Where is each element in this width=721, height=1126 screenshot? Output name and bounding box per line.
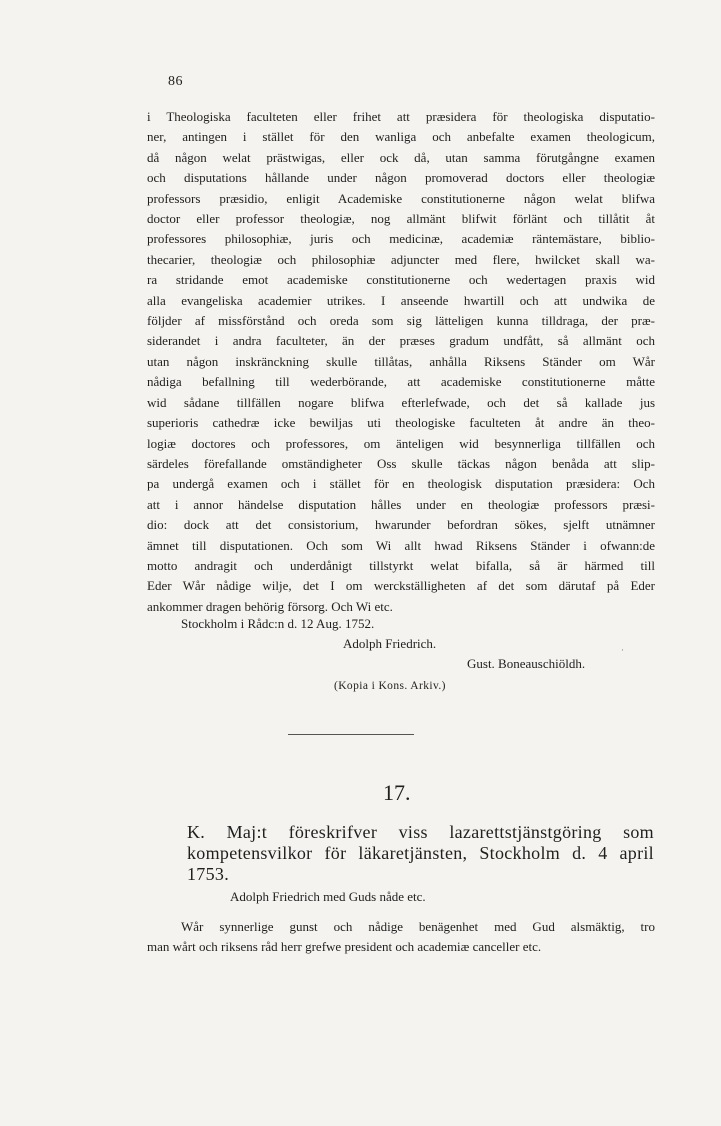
body-line: särdeles förefallande omständigheter Oss skulle täckas någon benåda att slip- — [147, 455, 655, 471]
body-line: ra stridande emot academiske constitutionerne och wedertagen praxis wid — [147, 272, 655, 288]
body-line: följder af missförstånd och oreda som sig lätteligen kunna tilldraga, der præ- — [147, 313, 655, 329]
body-line: doctor eller professor theologiæ, nog allmänt blifwit förlänt och tillåtit åt — [147, 211, 655, 227]
opening-line: man wårt och riksens råd herr grefwe president och academiæ canceller etc. — [147, 939, 542, 955]
body-line: professors præsidio, enligit Academiske constitutionerne någon welat blifwa — [147, 190, 655, 206]
body-line: motto andragit och underdånigt tillstyrkt welat bifalla, så är härmed till — [147, 557, 655, 573]
body-line: ankommer dragen behörig försorg. Och Wi etc. — [147, 598, 393, 614]
king-signature: Adolph Friedrich. — [343, 636, 437, 651]
heading-line: 1753. — [187, 864, 229, 884]
opening-line: Wår synnerlige gunst och nådige benägenhet med Gud alsmäktig, tro — [181, 919, 655, 934]
page-number: 86 — [168, 74, 183, 89]
body-line: Eder Wår nådige wilje, det I om werckställigheten af det som därutaf på Eder — [147, 578, 655, 594]
section-divider — [288, 734, 414, 735]
body-line: professores philosophiæ, juris och medicinæ, academiæ räntemästare, biblio- — [147, 231, 655, 247]
body-line: ämnet till disputationen. Och som Wi allt hwad Riksens Ständer i ofwann:de — [147, 537, 655, 553]
place-date: Stockholm i Rådc:n d. 12 Aug. 1752. — [181, 616, 375, 631]
document-salutation: Adolph Friedrich med Guds nåde etc. — [230, 889, 426, 904]
body-line: då någon welat prästwigas, eller ock då, utan samma förutgångne examen — [147, 149, 655, 165]
body-line: i Theologiska faculteten eller frihet att præsidera för theologiska disputatio- — [147, 109, 655, 124]
body-line: dio: dock att det consistorium, hwarunder befordran sökes, sjelft utnämner — [147, 517, 655, 533]
stray-mark: · — [621, 645, 624, 655]
body-line: siderandet i andra faculteter, än der præses gradum undfått, så allmänt och — [147, 333, 655, 349]
body-line: nådiga befallning till wederbörande, att academiske constitutionerne måtte — [147, 374, 655, 390]
document-number: 17. — [383, 780, 411, 805]
document-heading — [187, 822, 654, 885]
body-line: thecarier, theologiæ och philosophiæ adjuncter med flere, hwilcket skall wa- — [147, 251, 655, 267]
document-opening — [147, 917, 655, 958]
body-line: superioris cathedræ icke bewiljas uti theologiske faculteten åt andre än theo- — [147, 415, 655, 431]
body-line: wid sådane tillfällen nogare blifwa efterlefwade, och det så kallade jus — [147, 394, 655, 410]
body-text — [147, 107, 655, 617]
body-line: att i annor händelse disputation hålles under en theologiæ professors præsi- — [147, 496, 655, 512]
body-line: pa undergå examen och i stället för en theologisk disputation præsidera: Och — [147, 476, 655, 492]
heading-line: K. Maj:t föreskrifver viss lazarettstjänstgöring som — [187, 822, 654, 842]
body-line: alla evangeliska academier utrikes. I anseende hwartill och att undwika de — [147, 292, 655, 308]
body-line: och disputations hållande under någon promoverad doctors eller theologiæ — [147, 170, 655, 186]
countersignature: Gust. Boneauschiöldh. — [467, 656, 586, 671]
body-line: utan någon inskränckning skulle tillåtas, anhålla Riksens Ständer om Wår — [147, 353, 655, 369]
source-note: (Kopia i Kons. Arkiv.) — [334, 680, 446, 692]
body-line: logiæ doctores och professores, om änteligen wid besynnerliga tillfällen och — [147, 435, 655, 451]
body-line: ner, antingen i stället för den wanliga och anbefalte examen theologicum, — [147, 129, 655, 145]
heading-line: kompetensvilkor för läkaretjänsten, Stockholm d. 4 april — [187, 843, 654, 863]
